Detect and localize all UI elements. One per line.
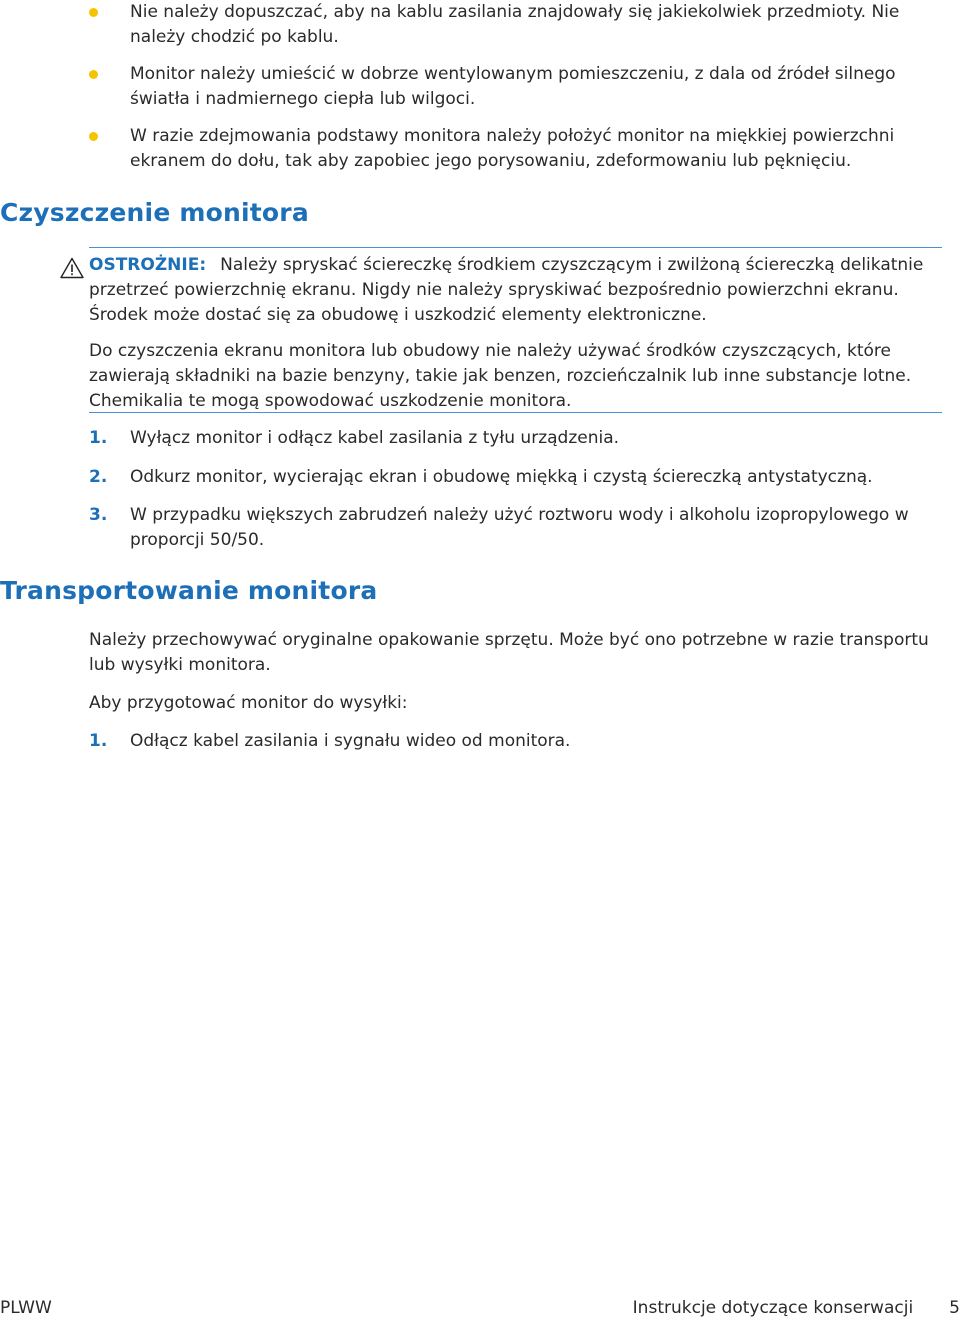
caution-top-rule (89, 247, 942, 248)
bullet-item-3: W razie zdejmowania podstawy monitora należy położyć monitor na miękkiej powierzchni ekranem do dołu, tak aby zapobiec jego porysowaniu, zdeformowaniu lub pęknięciu. (130, 126, 895, 171)
step-number: 1. (89, 731, 108, 751)
footer-doc-code: PLWW (0, 1298, 52, 1318)
step-number: 2. (89, 467, 108, 487)
caution-block (89, 253, 934, 328)
caution-text-2: Do czyszczenia ekranu monitora lub obudowy nie należy używać środków czyszczących, które zawierają składniki na bazie benzyny, takie jak benzen, rozcieńczalnik lub inne substancje lotne. Chemikalia te mogą spowodować uszkodzenie monitora. (89, 341, 912, 411)
bullet-dot-icon (89, 8, 98, 17)
footer-page-number: 5 (949, 1298, 960, 1318)
step-text: Wyłącz monitor i odłącz kabel zasilania z tyłu urządzenia. (130, 428, 620, 448)
section-title-transport: Transportowanie monitora (0, 576, 378, 605)
step-text: Odłącz kabel zasilania i sygnału wideo od monitora. (130, 731, 571, 751)
transport-paragraph-1: Należy przechowywać oryginalne opakowanie sprzętu. Może być ono potrzebne w razie transportu lub wysyłki monitora. (89, 630, 929, 675)
bullet-dot-icon (89, 132, 98, 141)
transport-paragraph-2: Aby przygotować monitor do wysyłki: (89, 693, 408, 713)
bullet-item-1: Nie należy dopuszczać, aby na kablu zasilania znajdowały się jakiekolwiek przedmioty. Nie należy chodzić po kablu. (130, 2, 900, 47)
caution-label: OSTROŻNIE: (89, 255, 207, 275)
step-text: W przypadku większych zabrudzeń należy użyć roztworu wody i alkoholu izopropylowego w proporcji 50/50. (130, 505, 909, 550)
step-number: 3. (89, 505, 108, 525)
bullet-item-2: Monitor należy umieścić w dobrze wentylowanym pomieszczeniu, z dala od źródeł silnego światła i nadmiernego ciepła lub wilgoci. (130, 64, 896, 109)
step-text: Odkurz monitor, wycierając ekran i obudowę miękką i czystą ściereczką antystatyczną. (130, 467, 873, 487)
footer-chapter-title: Instrukcje dotyczące konserwacji (632, 1298, 914, 1318)
section-title-cleaning: Czyszczenie monitora (0, 198, 309, 227)
bullet-dot-icon (89, 70, 98, 79)
caution-bottom-rule (89, 412, 942, 413)
caution-text: Należy spryskać ściereczkę środkiem czyszczącym i zwilżoną ściereczką delikatnie przetrzeć powierzchnię ekranu. Nigdy nie należy spryskiwać bezpośrednio powierzchni ekranu. Środek może dostać się za obudowę i uszkodzić elementy elektroniczne. (89, 255, 924, 325)
warning-triangle-icon (60, 257, 84, 279)
step-number: 1. (89, 428, 108, 448)
footer-chapter-info (633, 1296, 960, 1321)
